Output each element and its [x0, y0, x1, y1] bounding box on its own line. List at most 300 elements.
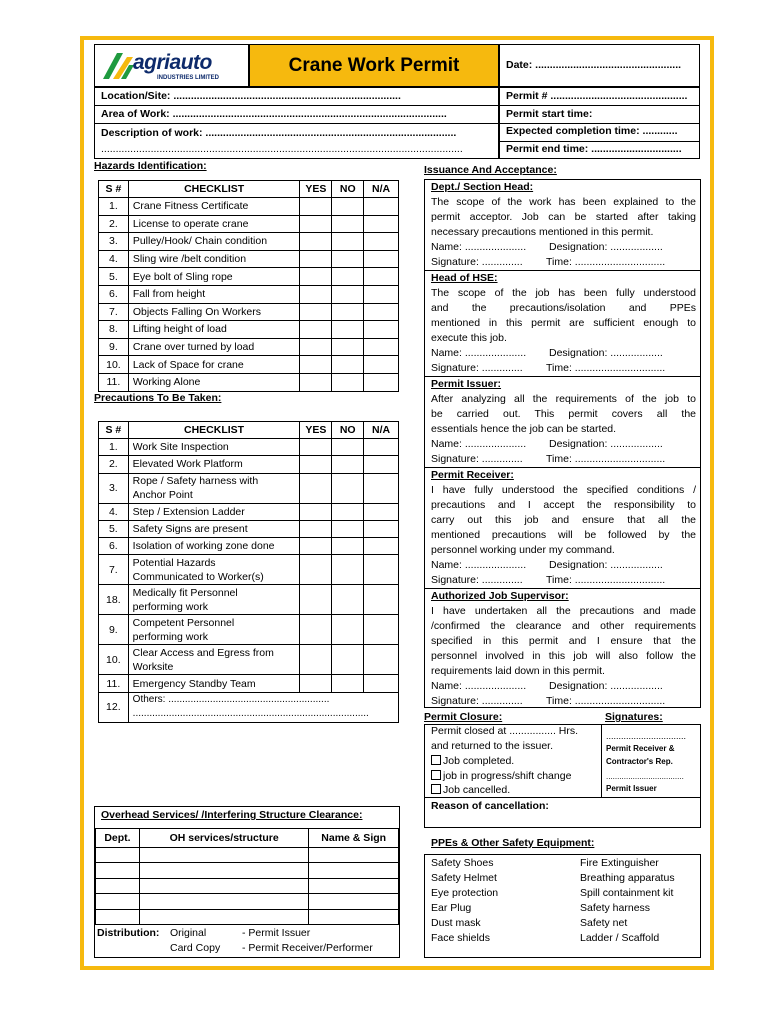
- issuance-field-row: [431, 361, 696, 376]
- column-header: CHECKLIST: [128, 181, 300, 198]
- checklist-item: [128, 645, 300, 675]
- overhead-cell[interactable]: [139, 878, 308, 893]
- issuance-box: [424, 179, 701, 708]
- no-cell[interactable]: [332, 503, 364, 520]
- table-row: [99, 321, 399, 339]
- overhead-cell[interactable]: [309, 878, 399, 893]
- issuance-text-line: mentioned in this permit are sufficient enough to: [431, 317, 696, 329]
- column-header: Name & Sign: [309, 829, 399, 848]
- column-header: YES: [300, 181, 332, 198]
- yes-cell[interactable]: [300, 555, 332, 585]
- yes-cell[interactable]: [300, 439, 332, 456]
- checklist-item-text-2: performing work: [132, 630, 208, 643]
- no-cell[interactable]: [332, 520, 364, 537]
- closure-box: [424, 724, 701, 798]
- checklist-item: [128, 585, 300, 615]
- table-row: [99, 285, 399, 303]
- no-cell[interactable]: [332, 285, 364, 303]
- overhead-cell[interactable]: [309, 894, 399, 909]
- na-cell[interactable]: [364, 645, 399, 675]
- row-number: 5.: [99, 268, 129, 286]
- table-row: [99, 356, 399, 374]
- checklist-item-text: Rope / Safety harness with: [132, 475, 259, 488]
- no-cell[interactable]: [332, 233, 364, 251]
- ppe-box: [424, 854, 701, 958]
- yes-cell[interactable]: [300, 338, 332, 356]
- na-cell[interactable]: [364, 321, 399, 339]
- overhead-cell[interactable]: [96, 878, 140, 893]
- no-cell[interactable]: [332, 373, 364, 391]
- designation-field[interactable]: Designation: ..................: [549, 241, 663, 253]
- yes-cell[interactable]: [300, 233, 332, 251]
- designation-field[interactable]: Designation: ..................: [549, 347, 663, 359]
- signature-label-1: Permit Receiver &: [606, 744, 675, 753]
- no-cell[interactable]: [332, 675, 364, 692]
- checklist-item-text: Sling wire /belt condition: [132, 253, 247, 266]
- time-field[interactable]: Time: ...............................: [546, 362, 666, 374]
- no-cell[interactable]: [332, 215, 364, 233]
- expected-completion-field[interactable]: Expected completion time: ............: [506, 125, 678, 137]
- issuance-text-line: After analyzing all the requirements of the job to: [431, 393, 696, 405]
- row-number: 6.: [99, 538, 129, 555]
- checklist-item-text: Safety Signs are present: [132, 523, 248, 536]
- designation-field[interactable]: Designation: ..................: [549, 559, 663, 571]
- signature-label-1b: Contractor's Rep.: [606, 757, 673, 766]
- checklist-item: [128, 250, 300, 268]
- issuance-text-line: I have undertaken all the precautions and made: [431, 605, 696, 617]
- column-header: YES: [300, 422, 332, 439]
- checklist-item-text: Elevated Work Platform: [132, 458, 243, 471]
- issuance-section: [425, 467, 700, 588]
- row-number: 10.: [99, 645, 129, 675]
- job-cancelled-option[interactable]: [431, 784, 510, 796]
- row-number: 11.: [99, 373, 129, 391]
- row-number: 2.: [99, 456, 129, 473]
- issuance-heading: Issuance And Acceptance:: [424, 164, 557, 176]
- overhead-cell[interactable]: [139, 848, 308, 863]
- checklist-item: [128, 198, 300, 216]
- checklist-item: [128, 268, 300, 286]
- precautions-heading: Precautions To Be Taken:: [94, 392, 222, 404]
- overhead-table: [95, 828, 399, 925]
- row-number: 10.: [99, 356, 129, 374]
- ppe-item: Safety harness: [580, 902, 651, 914]
- row-number: 3.: [99, 473, 129, 503]
- checkbox-icon[interactable]: [431, 784, 441, 794]
- name-field[interactable]: Name: .....................: [431, 680, 527, 692]
- yes-cell[interactable]: [300, 585, 332, 615]
- checklist-item: [128, 675, 300, 692]
- issuance-section-title: Head of HSE:: [431, 272, 498, 284]
- signature-label-2: Permit Issuer: [606, 784, 657, 793]
- ppe-item: Safety Helmet: [431, 872, 497, 884]
- precautions-table: [98, 421, 399, 723]
- issuance-text-line: personnel working under my command.: [431, 544, 615, 556]
- yes-cell[interactable]: [300, 285, 332, 303]
- closure-line-2: and returned to the issuer.: [431, 740, 553, 752]
- permit-end-field[interactable]: Permit end time: ...............................: [506, 143, 682, 155]
- na-cell[interactable]: [364, 268, 399, 286]
- no-cell[interactable]: [332, 538, 364, 555]
- table-row: [99, 373, 399, 391]
- checklist-item-text: Medically fit Personnel: [132, 586, 238, 599]
- checklist-item: [128, 373, 300, 391]
- yes-cell[interactable]: [300, 538, 332, 555]
- description-line[interactable]: ............................................................................................................................: [101, 143, 463, 155]
- yes-cell[interactable]: [300, 473, 332, 503]
- row-number: 1.: [99, 439, 129, 456]
- checklist-item-text: Fall from height: [132, 288, 206, 301]
- issuance-field-row: [431, 558, 696, 573]
- ppe-item: Dust mask: [431, 917, 481, 929]
- brand-sub: INDUSTRIES LIMITED: [157, 75, 220, 81]
- checklist-item-text: Potential Hazards: [132, 556, 216, 569]
- signature-dots-1[interactable]: ................................: [606, 731, 687, 741]
- yes-cell[interactable]: [300, 615, 332, 645]
- signatures-heading: Signatures:: [605, 711, 663, 723]
- checklist-item: [128, 615, 300, 645]
- yes-cell[interactable]: [300, 321, 332, 339]
- no-cell[interactable]: [332, 198, 364, 216]
- overhead-cell[interactable]: [309, 909, 399, 924]
- checklist-item: [128, 321, 300, 339]
- distribution-original-to: - Permit Issuer: [242, 927, 311, 939]
- signature-field[interactable]: Signature: ..............: [431, 362, 523, 374]
- overhead-cell[interactable]: [309, 863, 399, 878]
- issuance-field-row: [431, 573, 696, 588]
- table-row: [99, 338, 399, 356]
- no-cell[interactable]: [332, 303, 364, 321]
- na-cell[interactable]: [364, 356, 399, 374]
- table-row: [99, 233, 399, 251]
- issuance-text-line: essentials hence the job can be started.: [431, 423, 617, 435]
- checklist-item-text: Crane Fitness Certificate: [132, 200, 249, 213]
- table-header-row: [96, 829, 399, 848]
- na-cell[interactable]: [364, 503, 399, 520]
- yes-cell[interactable]: [300, 215, 332, 233]
- job-completed-option[interactable]: [431, 755, 514, 767]
- checklist-item-text: License to operate crane: [132, 217, 249, 230]
- signature-field[interactable]: Signature: ..............: [431, 256, 523, 268]
- checklist-item: [128, 285, 300, 303]
- na-cell[interactable]: [364, 198, 399, 216]
- distribution-original: Original: [170, 927, 207, 939]
- table-row: [99, 555, 399, 585]
- table-row: [99, 520, 399, 537]
- table-row: [99, 538, 399, 555]
- table-header-row: [99, 422, 399, 439]
- area-field[interactable]: Area of Work: ..............................................................................................: [101, 108, 447, 120]
- time-field[interactable]: Time: ...............................: [546, 453, 666, 465]
- checklist-item-text: Objects Falling On Workers: [132, 305, 262, 318]
- table-row: [96, 894, 399, 909]
- checklist-item-text-2: Communicated to Worker(s): [132, 570, 264, 583]
- column-header: N/A: [364, 422, 399, 439]
- checklist-item: [128, 439, 300, 456]
- na-cell[interactable]: [364, 538, 399, 555]
- overhead-cell[interactable]: [139, 909, 308, 924]
- issuance-text-line: mentioned precautions will be followed by the: [431, 529, 696, 541]
- permit-start-field[interactable]: Permit start time:: [506, 108, 593, 120]
- signature-field[interactable]: Signature: ..............: [431, 453, 523, 465]
- time-field[interactable]: Time: ...............................: [546, 256, 666, 268]
- ppe-item: Safety net: [580, 917, 628, 929]
- na-cell[interactable]: [364, 675, 399, 692]
- checklist-item-text: Work Site Inspection: [132, 441, 229, 454]
- row-number: 12.: [99, 692, 129, 722]
- signature-field[interactable]: Signature: ..............: [431, 574, 523, 586]
- row-number: 5.: [99, 520, 129, 537]
- na-cell[interactable]: [364, 473, 399, 503]
- row-number: 4.: [99, 503, 129, 520]
- issuance-text-line: carry out this job and ensure that all the: [431, 514, 696, 526]
- ppe-heading: PPEs & Other Safety Equipment:: [431, 837, 595, 849]
- na-cell[interactable]: [364, 303, 399, 321]
- issuance-section: [425, 376, 700, 467]
- issuance-section: [425, 588, 700, 709]
- table-row: [99, 456, 399, 473]
- time-field[interactable]: Time: ...............................: [546, 695, 666, 707]
- na-cell[interactable]: [364, 338, 399, 356]
- table-row: [96, 848, 399, 863]
- header-left-box: [94, 87, 499, 159]
- column-header: NO: [332, 181, 364, 198]
- closure-heading: Permit Closure:: [424, 711, 503, 723]
- hazards-heading: Hazards Identification:: [94, 160, 207, 172]
- issuance-text-line: The scope of the work has been explained to the: [431, 196, 696, 208]
- checklist-item-text: Lack of Space for crane: [132, 358, 244, 371]
- job-in-progress-label: job in progress/shift change: [443, 770, 572, 782]
- issuance-field-row: [431, 437, 696, 452]
- ppe-item: Face shields: [431, 932, 490, 944]
- title-box: [249, 44, 499, 87]
- job-completed-label: Job completed.: [443, 755, 515, 767]
- na-cell[interactable]: [364, 250, 399, 268]
- table-row: [99, 198, 399, 216]
- table-row: [96, 863, 399, 878]
- agriauto-logo-icon: [101, 51, 135, 81]
- na-cell[interactable]: [364, 373, 399, 391]
- no-cell[interactable]: [332, 338, 364, 356]
- checklist-item: [128, 538, 300, 555]
- date-box: [499, 44, 700, 87]
- na-cell[interactable]: [364, 520, 399, 537]
- table-row: [96, 909, 399, 924]
- overhead-heading: Overhead Services/ /Interfering Structure Clearance:: [101, 809, 363, 821]
- yes-cell[interactable]: [300, 645, 332, 675]
- table-row: [99, 503, 399, 520]
- checklist-item-text-2: Worksite: [132, 660, 174, 673]
- row-number: 18.: [99, 585, 129, 615]
- ppe-item: Eye protection: [431, 887, 499, 899]
- na-cell[interactable]: [364, 233, 399, 251]
- issuance-text-line: be carried out. This permit covers all the: [431, 408, 696, 420]
- na-cell[interactable]: [364, 456, 399, 473]
- overhead-cell[interactable]: [96, 863, 140, 878]
- checklist-item-text: Clear Access and Egress from: [132, 646, 274, 659]
- no-cell[interactable]: [332, 321, 364, 339]
- checklist-item-text: Competent Personnel: [132, 616, 235, 629]
- issuance-text-line: I have fully understood the specified conditions /: [431, 484, 696, 496]
- column-header: CHECKLIST: [128, 422, 300, 439]
- issuance-section-title: Authorized Job Supervisor:: [431, 590, 569, 602]
- overhead-cell[interactable]: [139, 863, 308, 878]
- name-field[interactable]: Name: .....................: [431, 438, 527, 450]
- permit-number-field[interactable]: Permit # ...............................................: [506, 90, 688, 102]
- name-field[interactable]: Name: .....................: [431, 241, 527, 253]
- row-number: 1.: [99, 198, 129, 216]
- checklist-item-text-2: Anchor Point: [132, 489, 193, 502]
- name-field[interactable]: Name: .....................: [431, 347, 527, 359]
- distribution-card: Card Copy: [170, 942, 221, 954]
- overhead-cell[interactable]: [96, 894, 140, 909]
- table-row: [99, 675, 399, 692]
- checkbox-icon[interactable]: [431, 770, 441, 780]
- issuance-section-title: Permit Receiver:: [431, 469, 514, 481]
- hazards-table: [98, 180, 399, 392]
- overhead-cell[interactable]: [96, 848, 140, 863]
- table-row: [99, 473, 399, 503]
- issuance-field-row: [431, 694, 696, 709]
- checklist-item-text: Lifting height of load: [132, 323, 227, 336]
- yes-cell[interactable]: [300, 303, 332, 321]
- na-cell[interactable]: [364, 585, 399, 615]
- signature-dots-2[interactable]: ...................................: [606, 772, 684, 781]
- no-cell[interactable]: [332, 615, 364, 645]
- column-header: N/A: [364, 181, 399, 198]
- yes-cell[interactable]: [300, 456, 332, 473]
- na-cell[interactable]: [364, 615, 399, 645]
- distribution-card-to: - Permit Receiver/Performer: [242, 942, 373, 954]
- checklist-item-text: Step / Extension Ladder: [132, 505, 245, 518]
- designation-field[interactable]: Designation: ..................: [549, 438, 663, 450]
- overhead-box: [94, 806, 400, 958]
- no-cell[interactable]: [332, 555, 364, 585]
- description-field[interactable]: Description of work: ......................................................................................: [101, 127, 457, 139]
- no-cell[interactable]: [332, 356, 364, 374]
- row-number: 2.: [99, 215, 129, 233]
- column-header: S #: [99, 422, 129, 439]
- no-cell[interactable]: [332, 585, 364, 615]
- brand-name: agriauto: [133, 51, 212, 74]
- ppe-item: Ear Plug: [431, 902, 472, 914]
- checklist-item: [128, 303, 300, 321]
- table-row: [99, 439, 399, 456]
- no-cell[interactable]: [332, 456, 364, 473]
- date-field[interactable]: Date: ..................................................: [506, 59, 682, 71]
- column-header: S #: [99, 181, 129, 198]
- issuance-field-row: [431, 679, 696, 694]
- checklist-item-text: Emergency Standby Team: [132, 677, 256, 690]
- reason-label[interactable]: Reason of cancellation:: [431, 800, 549, 812]
- checkbox-icon[interactable]: [431, 755, 441, 765]
- yes-cell[interactable]: [300, 268, 332, 286]
- issuance-text-line: necessary precautions mentioned in this permit.: [431, 226, 654, 238]
- table-row: [96, 878, 399, 893]
- checklist-item-text[interactable]: Others: ..........................................................: [132, 694, 330, 706]
- no-cell[interactable]: [332, 439, 364, 456]
- no-cell[interactable]: [332, 473, 364, 503]
- row-number: 4.: [99, 250, 129, 268]
- no-cell[interactable]: [332, 268, 364, 286]
- row-number: 8.: [99, 321, 129, 339]
- checklist-item: [128, 555, 300, 585]
- closure-line-1[interactable]: Permit closed at ................ Hrs.: [431, 725, 579, 737]
- na-cell[interactable]: [364, 439, 399, 456]
- checklist-item: [128, 233, 300, 251]
- yes-cell[interactable]: [300, 503, 332, 520]
- yes-cell[interactable]: [300, 675, 332, 692]
- issuance-section: [425, 180, 700, 270]
- job-in-progress-option[interactable]: [431, 770, 571, 782]
- distribution-label: Distribution:: [97, 927, 160, 939]
- checklist-item: [128, 338, 300, 356]
- row-number: 7.: [99, 555, 129, 585]
- no-cell[interactable]: [332, 645, 364, 675]
- job-cancelled-label: Job cancelled.: [443, 784, 511, 796]
- issuance-text-line: /confirmed the clearance and other requirements: [431, 620, 696, 632]
- checklist-item: [128, 473, 300, 503]
- checklist-item-text-2[interactable]: .....................................................................................: [132, 708, 369, 720]
- issuance-text-line: specified in this permit and I ensure that the: [431, 635, 696, 647]
- no-cell[interactable]: [332, 250, 364, 268]
- yes-cell[interactable]: [300, 198, 332, 216]
- issuance-text-line: permit acceptor. Job can be started after taking: [431, 211, 696, 223]
- checklist-item-text: Eye bolt of Sling rope: [132, 270, 233, 283]
- yes-cell[interactable]: [300, 373, 332, 391]
- time-field[interactable]: Time: ...............................: [546, 574, 666, 586]
- issuance-section-title: Permit Issuer:: [431, 378, 502, 390]
- issuance-text-line: requirements laid down in this permit.: [431, 665, 605, 677]
- location-field[interactable]: Location/Site: ..............................................................................: [101, 90, 401, 102]
- ppe-item: Safety Shoes: [431, 857, 494, 869]
- table-row: [99, 250, 399, 268]
- overhead-cell[interactable]: [139, 894, 308, 909]
- reason-box: [424, 797, 701, 828]
- checklist-item: [128, 215, 300, 233]
- issuance-field-row: [431, 452, 696, 467]
- na-cell[interactable]: [364, 215, 399, 233]
- overhead-cell[interactable]: [309, 848, 399, 863]
- na-cell[interactable]: [364, 285, 399, 303]
- ppe-item: Breathing apparatus: [580, 872, 675, 884]
- row-number: 9.: [99, 615, 129, 645]
- table-row: [99, 303, 399, 321]
- na-cell[interactable]: [364, 555, 399, 585]
- column-header: OH services/structure: [139, 829, 308, 848]
- yes-cell[interactable]: [300, 520, 332, 537]
- table-row: [99, 268, 399, 286]
- issuance-field-row: [431, 346, 696, 361]
- checklist-item-text-2: performing work: [132, 600, 208, 613]
- yes-cell[interactable]: [300, 356, 332, 374]
- issuance-text-line: precautions and I accept the responsibility to: [431, 499, 696, 511]
- checklist-item: [128, 520, 300, 537]
- table-row: [99, 615, 399, 645]
- issuance-text-line: and the precautions/isolation and PPEs: [431, 302, 696, 314]
- table-header-row: [99, 181, 399, 198]
- overhead-cell[interactable]: [96, 909, 140, 924]
- name-field[interactable]: Name: .....................: [431, 559, 527, 571]
- header-right-box: [499, 87, 700, 159]
- page-title: Crane Work Permit: [288, 55, 460, 76]
- checklist-item: [128, 356, 300, 374]
- signature-field[interactable]: Signature: ..............: [431, 695, 523, 707]
- designation-field[interactable]: Designation: ..................: [549, 680, 663, 692]
- issuance-field-row: [431, 255, 696, 270]
- checklist-item: [128, 456, 300, 473]
- yes-cell[interactable]: [300, 250, 332, 268]
